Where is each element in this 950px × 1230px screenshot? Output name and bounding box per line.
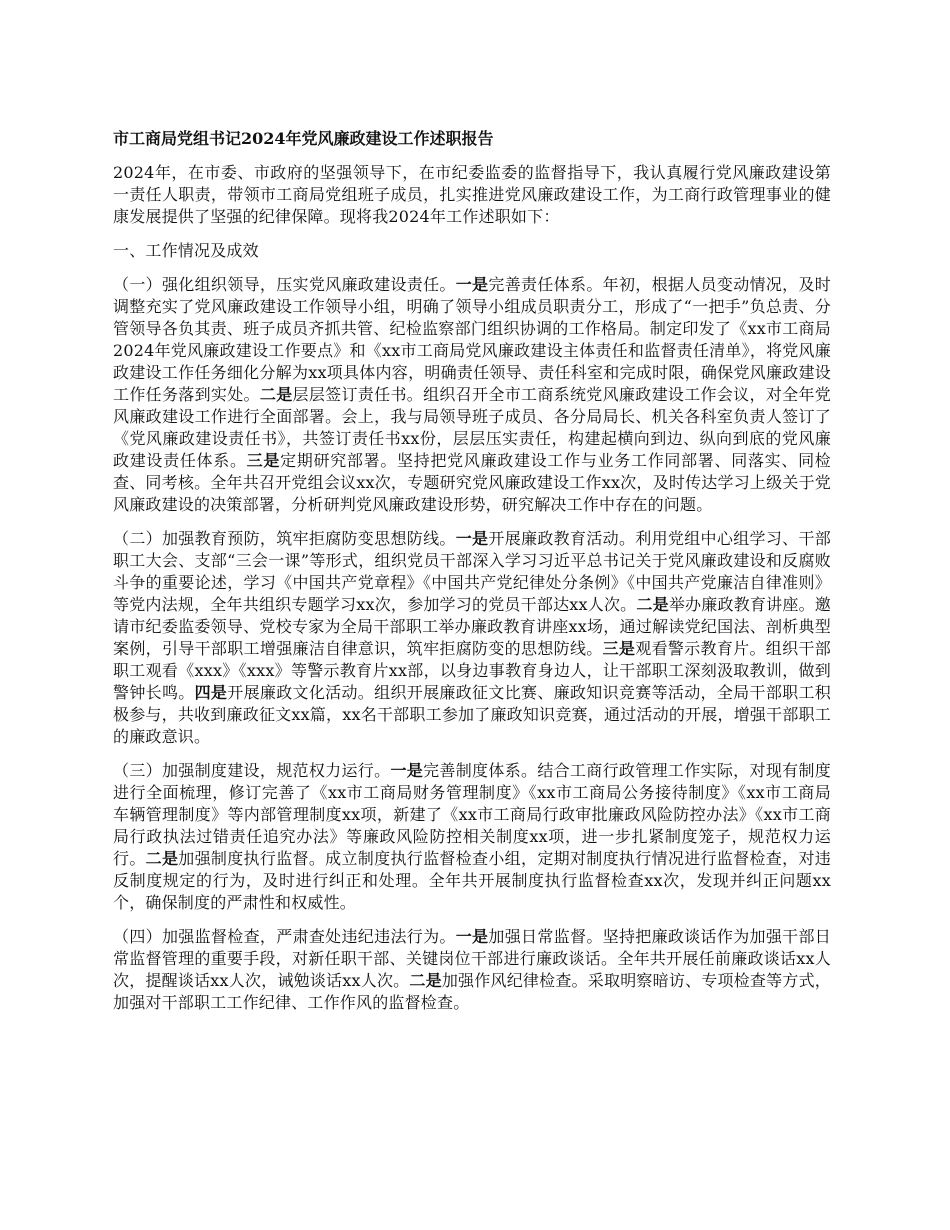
paragraph-text: 举办廉政教育讲座。邀请市纪委监委领导、党校专家为全局干部职工举办廉政教育讲座xx场，通过解读党纪国法、剖析典型案例，引导干部职工增强廉洁自律意识，筑牢拒腐防变的思想防线。	[113, 595, 831, 658]
bold-marker: 二是	[409, 971, 442, 990]
bold-marker: 三是	[246, 451, 281, 470]
bold-marker: 一是	[455, 529, 489, 548]
bold-marker: 一是	[390, 761, 424, 780]
paragraph-text: 加强日常监督。坚持把廉政谈话作为加强干部日常监督管理的重要手段，对新任职干部、关键岗位干部进行廉政谈话。全年共开展任前廉政谈话xx人次，提醒谈话xx人次，诫勉谈话xx人次。	[113, 927, 832, 990]
document-page	[113, 128, 831, 1026]
paragraph-text: （三）加强制度建设，规范权力运行。	[113, 761, 391, 780]
paragraph-text: （一）强化组织领导，压实党风廉政建设责任。	[113, 275, 456, 294]
document-title: 市工商局党组书记2024年党风廉政建设工作述职报告	[113, 129, 494, 148]
intro-paragraph: 2024年，在市委、市政府的坚强领导下，在市纪委监委的监督指导下，我认真履行党风廉政建设第一责任人职责，带领市工商局党组班子成员，扎实推进党风廉政建设工作，为工商行政管理事业的健康发展提供了坚强的纪律保障。现将我2024年工作述职如下：	[113, 163, 831, 226]
bold-marker: 一是	[455, 927, 489, 946]
paragraph-text: 加强制度执行监督。成立制度执行监督检查小组，定期对制度执行情况进行监督检查，对违反制度规定的行为，及时进行纠正和处理。全年共开展制度执行监督检查xx次，发现并纠正问题xx个，确保制度的严肃性和权威性。	[113, 849, 831, 912]
paragraph-text: （二）加强教育预防，筑牢拒腐防变思想防线。	[113, 529, 456, 548]
bold-marker: 三是	[602, 639, 636, 658]
paragraph-text: 观看警示教育片。组织干部职工观看《xxx》《xxx》等警示教育片xx部，以身边事教育身边人，让干部职工深刻汲取教训，做到警钟长鸣。	[113, 639, 831, 702]
bold-marker: 一是	[455, 275, 489, 294]
body-paragraph	[113, 926, 831, 1014]
paragraph-text: 定期研究部署。坚持把党风廉政建设工作与业务工作同部署、同落实、同检查、同考核。全年共召开党组会议xx次，专题研究党风廉政建设工作xx次，及时传达学习上级关于党风廉政建设的决策部署，分析研判党风廉政建设形势，研究解决工作中存在的问题。	[113, 451, 831, 514]
paragraph-text: （四）加强监督检查，严肃查处违纪违法行为。	[113, 927, 456, 946]
paragraph-text: 完善责任体系。年初，根据人员变动情况，及时调整充实了党风廉政建设工作领导小组，明确了领导小组成员职责分工，形成了“一把手”负总责、分管领导各负其责、班子成员齐抓共管、纪检监察部门组织协调的工作格局。制定印发了《xx市工商局2024年党风廉政建设工作要点》和《xx市工商局党风廉政建设主体责任和监督责任清单》，将党风廉政建设工作任务细化分解为xx项具体内容，明确责任领导、责任科室和完成时限，确保党风廉政建设工作任务落到实处。	[113, 275, 832, 404]
body-paragraph	[113, 760, 831, 914]
bold-marker: 二是	[145, 849, 179, 868]
paragraph-text: 加强作风纪律检查。采取明察暗访、专项检查等方式，加强对干部职工工作纪律、工作作风的监督检查。	[113, 971, 831, 1012]
paragraph-text: 层层签订责任书。组织召开全市工商系统党风廉政建设工作会议，对全年党风廉政建设工作进行全面部署。会上，我与局领导班子成员、各分局局长、机关各科室负责人签订了《党风廉政建设责任书》，共签订责任书xx份，层层压实责任，构建起横向到边、纵向到底的党风廉政建设责任体系。	[113, 385, 831, 470]
bold-marker: 二是	[259, 385, 293, 404]
paragraph-text: 完善制度体系。结合工商行政管理工作实际，对现有制度进行全面梳理，修订完善了《xx市工商局财务管理制度》《xx市工商局公务接待制度》《xx市工商局车辆管理制度》等内部管理制度xx项，新建了《xx市工商局行政审批廉政风险防控办法》《xx市工商局行政执法过错责任追究办法》等廉政风险防控相关制度xx项，进一步扎紧制度笼子，规范权力运行。	[113, 761, 831, 868]
paragraph-text: 开展廉政教育活动。利用党组中心组学习、干部职工大会、支部“三会一课”等形式，组织党员干部深入学习习近平总书记关于党风廉政建设和反腐败斗争的重要论述，学习《中国共产党章程》《中国共产党纪律处分条例》《中国共产党廉洁自律准则》等党内法规，全年共组织专题学习xx次，参加学习的党员干部达xx人次。	[113, 529, 832, 614]
body-paragraph	[113, 528, 831, 748]
bold-marker: 二是	[636, 595, 669, 614]
section-heading: 一、工作情况及成效	[113, 241, 259, 260]
paragraph-text: 开展廉政文化活动。组织开展廉政征文比赛、廉政知识竞赛等活动，全局干部职工积极参与，共收到廉政征文xx篇，xx名干部职工参加了廉政知识竞赛，通过活动的开展，增强干部职工的廉政意识。	[113, 683, 831, 746]
bold-marker: 四是	[194, 683, 228, 702]
body-paragraph	[113, 274, 831, 516]
